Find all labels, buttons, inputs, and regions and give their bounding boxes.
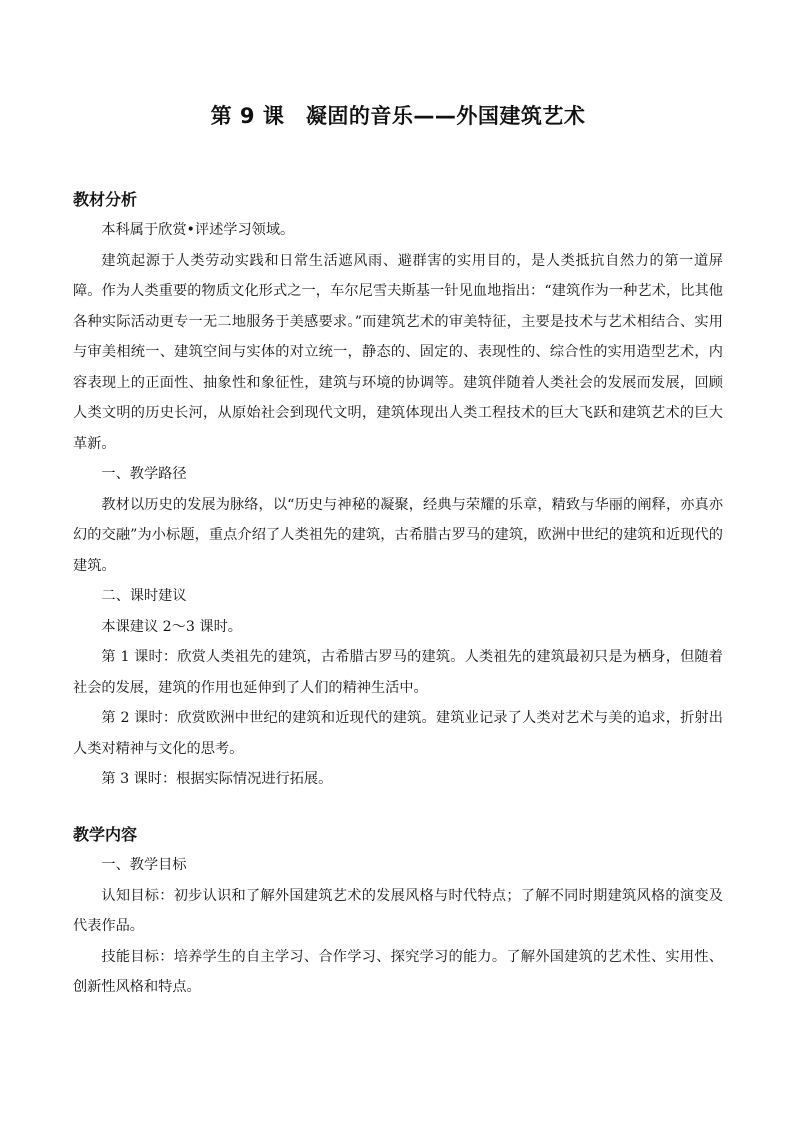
paragraph: 教材以历史的发展为脉络，以“历史与神秘的凝聚，经典与荣耀的乐章，精致与华丽的阐释，亦真亦幻的交融”为小标题，重点介绍了人类祖先的建筑，古希腊古罗马的建筑，欧洲中世纪的建筑和近现代的建筑。 bbox=[73, 496, 723, 574]
paragraph: 本课建议 2～3 课时。 bbox=[101, 618, 242, 635]
page-title: 第 9 课 凝固的音乐——外国建筑艺术 bbox=[210, 104, 586, 128]
paragraph: 技能目标：培养学生的自主学习、合作学习、探究学习的能力。了解外国建筑的艺术性、实用性、创新性风格和特点。 bbox=[73, 948, 723, 995]
paragraph: 建筑起源于人类劳动实践和日常生活遮风雨、避群害的实用目的，是人类抵抗自然力的第一道屏障。作为人类重要的物质文化形式之一，车尔尼雪夫斯基一针见血地指出：“建筑作为一种艺术，比其他各种实际活动更专一无二地服务于美感要求。”而建筑艺术的审美特征，主要是技术与艺术相结合、实用与审美相统一、建筑空间与实体的对立统一，静态的、固定的、表现性的、综合性的实用造型艺术，内容表现上的正面性、抽象性和象征性，建筑与环境的协调等。建筑伴随着人类社会的发展而发展，回顾人类文明的历史长河，从原始社会到现代文明，建筑体现出人类工程技术的巨大飞跃和建筑艺术的巨大革新。 bbox=[73, 252, 723, 452]
paragraph: 二、课时建议 bbox=[101, 588, 187, 604]
paragraph: 一、教学路径 bbox=[101, 466, 187, 482]
paragraph: 认知目标：初步认识和了解外国建筑艺术的发展风格与时代特点；了解不同时期建筑风格的演变及代表作品。 bbox=[73, 887, 723, 934]
section-heading: 教学内容 bbox=[73, 825, 138, 844]
section-heading: 教材分析 bbox=[73, 190, 138, 209]
paragraph: 本科属于欣赏•评述学习领域。 bbox=[101, 222, 295, 238]
paragraph: 第 1 课时：欣赏人类祖先的建筑，古希腊古罗马的建筑。人类祖先的建筑最初只是为栖身，但随着社会的发展，建筑的作用也延伸到了人们的精神生活中。 bbox=[73, 649, 723, 696]
paragraph: 一、教学目标 bbox=[101, 857, 187, 873]
section-teaching-content bbox=[73, 820, 723, 1003]
paragraph: 第 3 课时：根据实际情况进行拓展。 bbox=[101, 771, 333, 787]
section-textbook-analysis bbox=[73, 185, 723, 795]
paragraph: 第 2 课时：欣赏欧洲中世纪的建筑和近现代的建筑。建筑业记录了人类对艺术与美的追求，折射出人类对精神与文化的思考。 bbox=[73, 710, 723, 757]
